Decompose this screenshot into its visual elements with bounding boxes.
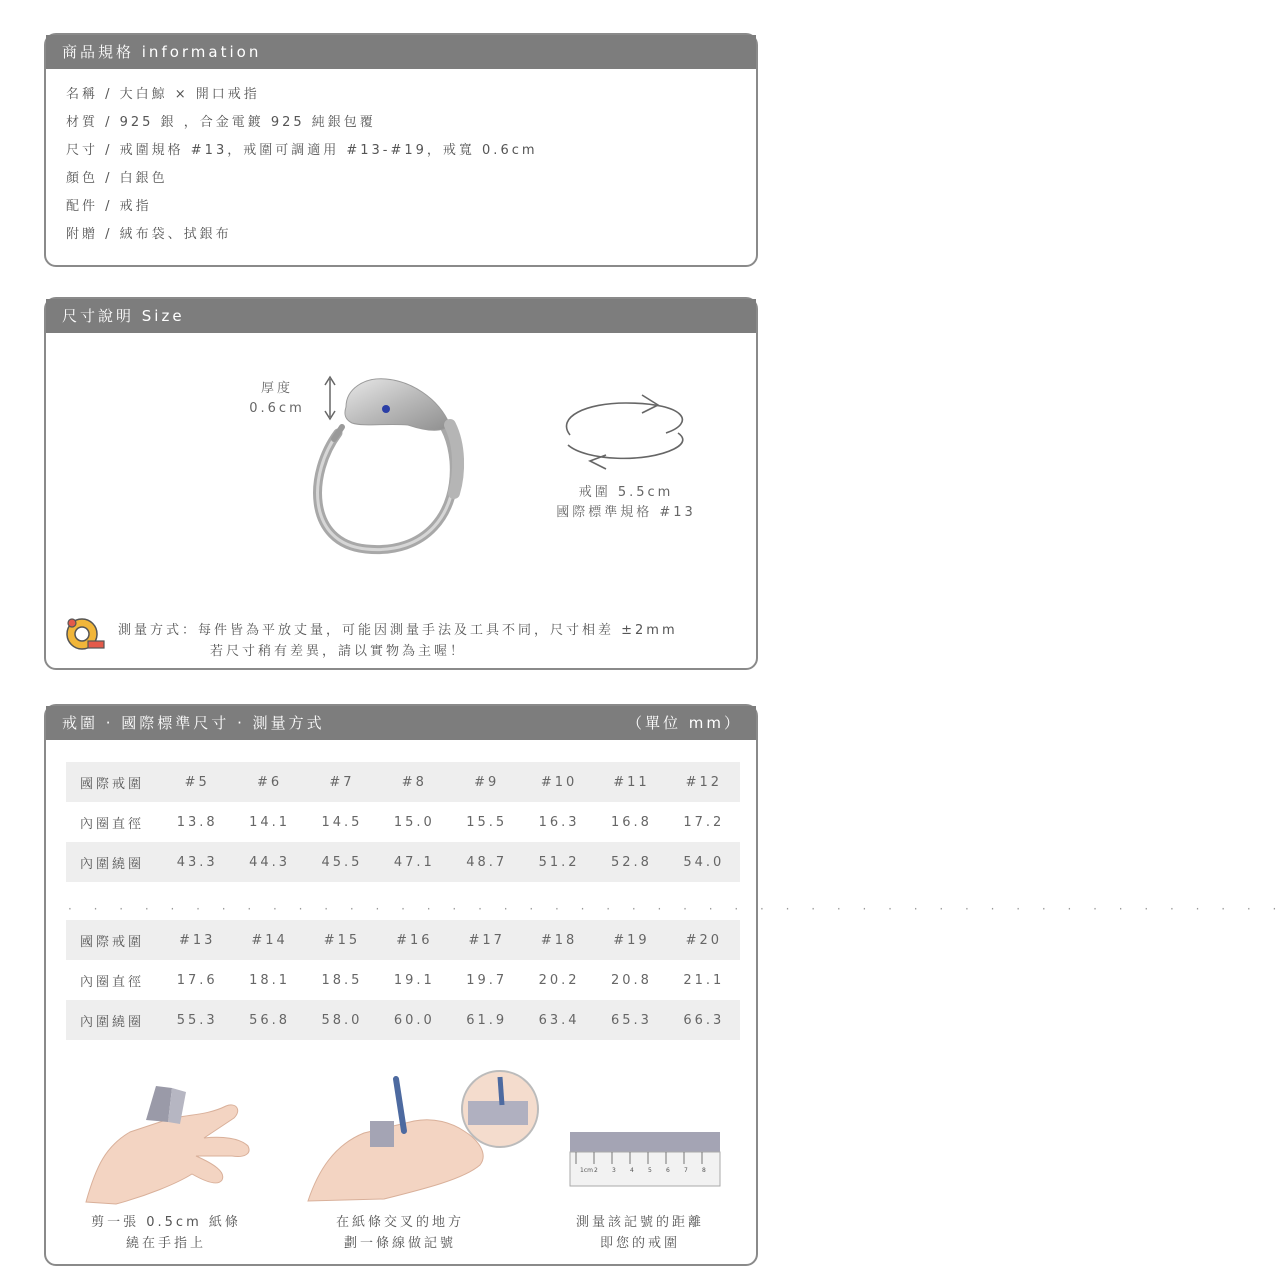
table-cell: #19 [595,920,667,960]
table-cell: 20.8 [610,972,652,988]
row-label-diameter: 內圈直徑 [80,974,145,990]
table-cell: #17 [451,920,523,960]
circumference-label: 戒圍 5.5cm [578,485,674,500]
table-cell: 19.7 [466,972,508,988]
table-cell: 45.5 [306,842,378,882]
step2-caption [300,1212,500,1254]
table-cell: 51.2 [523,842,595,882]
step2-caption-line1: 在紙條交叉的地方 [335,1215,464,1230]
table-cell: 52.8 [595,842,667,882]
table-cell: 47.1 [378,842,450,882]
table-cell: 66.3 [668,1000,740,1040]
table-row [66,1000,740,1040]
table-cell: 15.5 [466,814,508,830]
row-label-circumference: 內圍繞圈 [66,1000,161,1040]
table-cell: 17.6 [176,972,218,988]
row-label-circumference: 內圍繞圈 [66,842,161,882]
table-cell: 65.3 [595,1000,667,1040]
table-cell: #12 [668,762,740,802]
table-cell: 44.3 [233,842,305,882]
table-header-title: 戒圍 · 國際標準尺寸 · 測量方式 [62,714,325,732]
beluga-ring-icon [318,379,459,550]
table-cell: 60.0 [378,1000,450,1040]
ruler-tick: 8 [702,1167,706,1174]
thickness-label: 厚度 [260,381,293,396]
step1-caption-line2: 繞在手指上 [125,1236,206,1251]
row-label-diameter: 內圈直徑 [80,816,145,832]
table-row [66,920,740,960]
step3-ruler-illustration [566,1126,726,1196]
step3-caption-line2: 即您的戒圍 [599,1236,680,1251]
table-cell: 16.8 [610,814,652,830]
ruler-tick: 1cm [580,1167,593,1174]
spec-row-name: 名稱 / 大白鯨 × 開口戒指 [66,87,260,102]
table-cell: #20 [668,920,740,960]
size-header: 尺寸說明 Size [46,299,756,333]
circumference-standard: 國際標準規格 #13 [556,505,696,520]
table-cell: #16 [378,920,450,960]
spec-list [46,69,756,249]
table-cell: #9 [451,762,523,802]
circumference-arrows-icon [567,395,683,469]
ring-illustration-area [46,333,756,603]
table-row [66,762,740,802]
table-cell: #13 [161,920,233,960]
table-cell: 48.7 [451,842,523,882]
step2-caption-line2: 劃一條線做記號 [343,1236,456,1251]
table-cell: 14.1 [249,814,291,830]
spec-row-gift: 附贈 / 絨布袋、拭銀布 [66,227,232,242]
step2-marking-illustration [304,1071,544,1206]
table-cell: 55.3 [161,1000,233,1040]
table-cell: 19.1 [393,972,435,988]
dotted-divider: · · · · · · · · · · · · · · · · · · · · · · · · · · · · · · · · · · · · · · · · · · · · · · · · [68,902,1285,916]
table-cell: 43.3 [161,842,233,882]
table-cell: 20.2 [538,972,580,988]
measure-note-line2: 若尺寸稍有差異，請以實物為主喔！ [210,644,467,659]
spec-header: 商品規格 information [46,35,756,69]
ring-illustration [46,333,760,573]
table-cell: 15.0 [393,814,435,830]
table-cell: 63.4 [523,1000,595,1040]
tape-measure-icon [64,617,106,651]
spec-row-accessory: 配件 / 戒指 [66,199,152,214]
table-row [66,842,740,882]
table-cell: 17.2 [683,814,725,830]
ruler-tick: 2 [594,1167,598,1174]
spec-row-material: 材質 / 925 銀 ，合金電鍍 925 純銀包覆 [66,115,376,130]
table-cell: 18.1 [249,972,291,988]
step1-caption [66,1212,266,1254]
table-cell: #5 [161,762,233,802]
table-cell: 21.1 [683,972,725,988]
table-cell: 54.0 [668,842,740,882]
row-label-size: 國際戒圍 [66,762,161,802]
table-cell: 18.5 [321,972,363,988]
table-cell: #18 [523,920,595,960]
table-cell: #7 [306,762,378,802]
measure-note-line1: 測量方式：每件皆為平放丈量，可能因測量手法及工具不同，尺寸相差 ±2mm [118,623,678,638]
gem-eye-icon [382,405,390,413]
table-cell: 16.3 [538,814,580,830]
spec-row-color: 顏色 / 白銀色 [66,171,168,186]
row-label-size: 國際戒圍 [66,920,161,960]
size-table-group2 [66,920,740,1040]
table-cell: #11 [595,762,667,802]
table-row [66,802,740,842]
step1-caption-line1: 剪一張 0.5cm 紙條 [91,1215,241,1230]
spec-card [44,33,758,267]
table-cell: 56.8 [233,1000,305,1040]
table-header-unit: （單位 mm） [627,714,742,732]
table-header [46,706,756,740]
table-row [66,960,740,1000]
ruler-tick: 6 [666,1167,670,1174]
table-cell: #6 [233,762,305,802]
size-table-card [44,704,1285,1266]
ruler-tick: 3 [612,1167,616,1174]
table-cell: 14.5 [321,814,363,830]
table-cell: #15 [306,920,378,960]
step3-caption-line1: 測量該記號的距離 [575,1215,704,1230]
table-cell: 61.9 [451,1000,523,1040]
table-cell: #14 [233,920,305,960]
step1-hand-illustration [76,1076,256,1206]
size-table-group1 [66,762,740,882]
table-cell: 13.8 [176,814,218,830]
size-card [44,297,758,670]
thickness-arrow-icon [325,377,335,419]
thickness-value: 0.6cm [249,401,305,416]
table-cell: 58.0 [306,1000,378,1040]
spec-row-size: 尺寸 / 戒圍規格 #13，戒圍可調適用 #13-#19，戒寬 0.6cm [66,143,538,158]
table-cell: #8 [378,762,450,802]
ruler-tick: 5 [648,1167,652,1174]
ruler-tick: 4 [630,1167,634,1174]
ruler-tick: 7 [684,1167,688,1174]
table-cell: #10 [523,762,595,802]
step3-caption [540,1212,740,1254]
